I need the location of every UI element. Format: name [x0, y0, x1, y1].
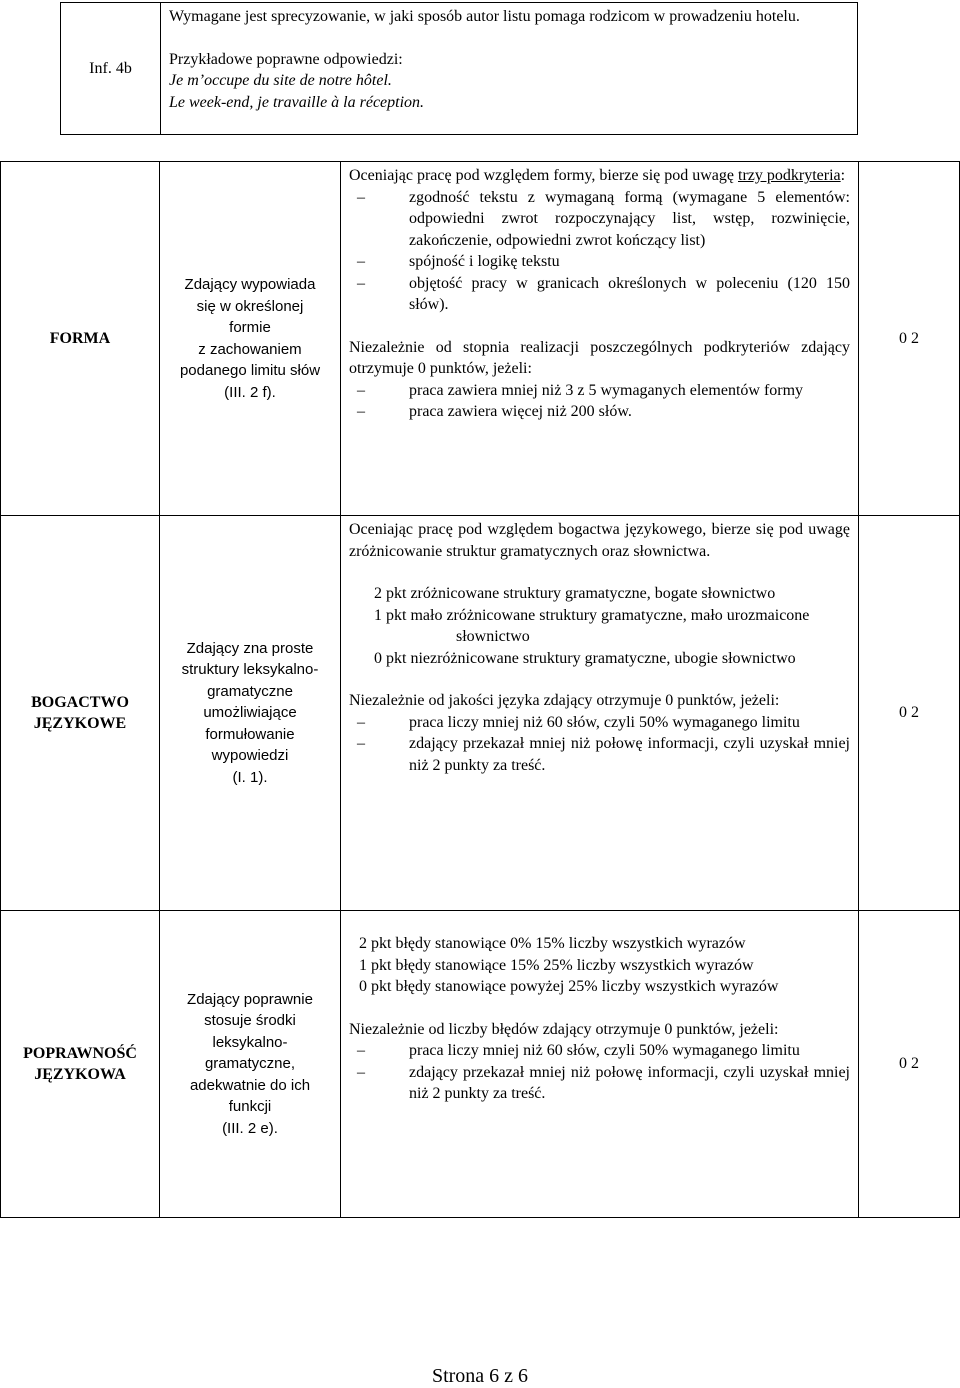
forma-label-cell	[0, 161, 160, 516]
poprawnosc-zero-conditions	[349, 1040, 850, 1105]
list-item: – objętość pracy w granicach określonych w poleceniu (120 150 słów).	[349, 273, 850, 316]
poprawnosc-content-cell	[340, 910, 859, 1218]
list-item: – zdający przekazał mniej niż połowę informacji, czyli uzyskał mniej niż 2 punkty za treść.	[349, 733, 850, 776]
list-item: – praca zawiera mniej niż 3 z 5 wymaganych elementów formy	[349, 380, 850, 402]
bogactwo-desc-cell	[159, 515, 341, 911]
bogactwo-level-0: 0 pkt niezróżnicowane struktury gramatyczne, ubogie słownictwo	[374, 649, 796, 667]
poprawnosc-label-cell	[0, 910, 160, 1218]
poprawnosc-level-1: 1 pkt błędy stanowiące 15% 25% liczby wszystkich wyrazów	[359, 956, 754, 974]
top-label-cell	[60, 2, 161, 135]
bogactwo-intro: Oceniając pracę pod względem bogactwa językowego, bierze się pod uwagę zróżnicowanie struktur gramatycznych oraz słownictwa.	[349, 521, 850, 560]
bogactwo-content-cell	[340, 515, 859, 911]
forma-content-cell	[340, 161, 859, 516]
poprawnosc-label: POPRAWNOŚĆ JĘZYKOWA	[23, 1044, 137, 1083]
bogactwo-label: BOGACTWO JĘZYKOWE	[31, 693, 129, 732]
poprawnosc-score-cell	[858, 910, 960, 1218]
forma-desc: Zdający wypowiada się w określonej formie z zachowaniem podanego limitu słów (III. 2 f).	[179, 276, 321, 401]
forma-note: Niezależnie od stopnia realizacji poszczególnych podkryteriów zdający otrzymuje 0 punktów, jeżeli:	[349, 338, 850, 377]
poprawnosc-score: 0 2	[899, 1055, 919, 1073]
criteria-table	[0, 161, 960, 1218]
bogactwo-level-1: 1 pkt mało zróżnicowane struktury gramatyczne, mało urozmaicone słownictwo	[374, 606, 810, 645]
forma-score-cell	[858, 161, 960, 516]
bogactwo-label-cell	[0, 515, 160, 911]
top-table	[60, 2, 858, 135]
top-example-2: Le week-end, je travaille à la réception.	[169, 93, 425, 111]
list-item: – praca zawiera więcej niż 200 słów.	[349, 401, 850, 423]
list-item: – spójność i logikę tekstu	[349, 251, 850, 273]
forma-desc-cell	[159, 161, 341, 516]
top-examples-heading: Przykładowe poprawne odpowiedzi:	[169, 50, 403, 68]
bogactwo-score: 0 2	[899, 704, 919, 722]
forma-subcriteria	[349, 187, 850, 316]
bogactwo-score-cell	[858, 515, 960, 911]
poprawnosc-level-2: 2 pkt błędy stanowiące 0% 15% liczby wszystkich wyrazów	[359, 935, 746, 952]
bogactwo-note: Niezależnie od jakości języka zdający otrzymuje 0 punktów, jeżeli:	[349, 692, 780, 709]
top-requirement: Wymagane jest sprecyzowanie, w jaki sposób autor listu pomaga rodzicom w prowadzeniu hotelu.	[169, 8, 800, 25]
forma-label: FORMA	[49, 329, 111, 347]
list-item: – zgodność tekstu z wymaganą formą (wymagane 5 elementów: odpowiedni zwrot rozpoczynający list, wstęp, rozwinięcie, zakończenie, odpowiedni zwrot kończący list)	[349, 187, 850, 252]
list-item: – zdający przekazał mniej niż połowę informacji, czyli uzyskał mniej niż 2 punkty za treść.	[349, 1062, 850, 1105]
poprawnosc-level-0: 0 pkt błędy stanowiące powyżej 25% liczby wszystkich wyrazów	[359, 978, 779, 995]
top-content	[169, 6, 849, 113]
list-item: – praca liczy mniej niż 60 słów, czyli 50% wymaganego limitu	[349, 712, 850, 734]
forma-intro: Oceniając pracę pod względem formy, bierze się pod uwagę trzy podkryteria:	[349, 167, 846, 184]
bogactwo-level-2: 2 pkt zróżnicowane struktury gramatyczne, bogate słownictwo	[374, 585, 776, 602]
poprawnosc-note: Niezależnie od liczby błędów zdający otrzymuje 0 punktów, jeżeli:	[349, 1020, 779, 1038]
page-number: Strona 6 z 6	[431, 1365, 529, 1387]
forma-score: 0 2	[899, 329, 919, 347]
bogactwo-zero-conditions	[349, 712, 850, 777]
top-label: Inf. 4b	[89, 59, 132, 77]
bogactwo-desc: Zdający zna proste struktury leksykalno- gramatyczne umożliwiające formułowanie wypowiedzi (I. 1).	[181, 639, 319, 786]
top-example-1: Je m’occupe du site de notre hôtel.	[169, 72, 392, 89]
list-item: – praca liczy mniej niż 60 słów, czyli 50% wymaganego limitu	[349, 1040, 850, 1062]
poprawnosc-desc: Zdający poprawnie stosuje środki leksykalno- gramatyczne, adekwatnie do ich funkcji (III. 2 e).	[187, 990, 313, 1137]
forma-zero-conditions	[349, 380, 850, 423]
poprawnosc-desc-cell	[159, 910, 341, 1218]
